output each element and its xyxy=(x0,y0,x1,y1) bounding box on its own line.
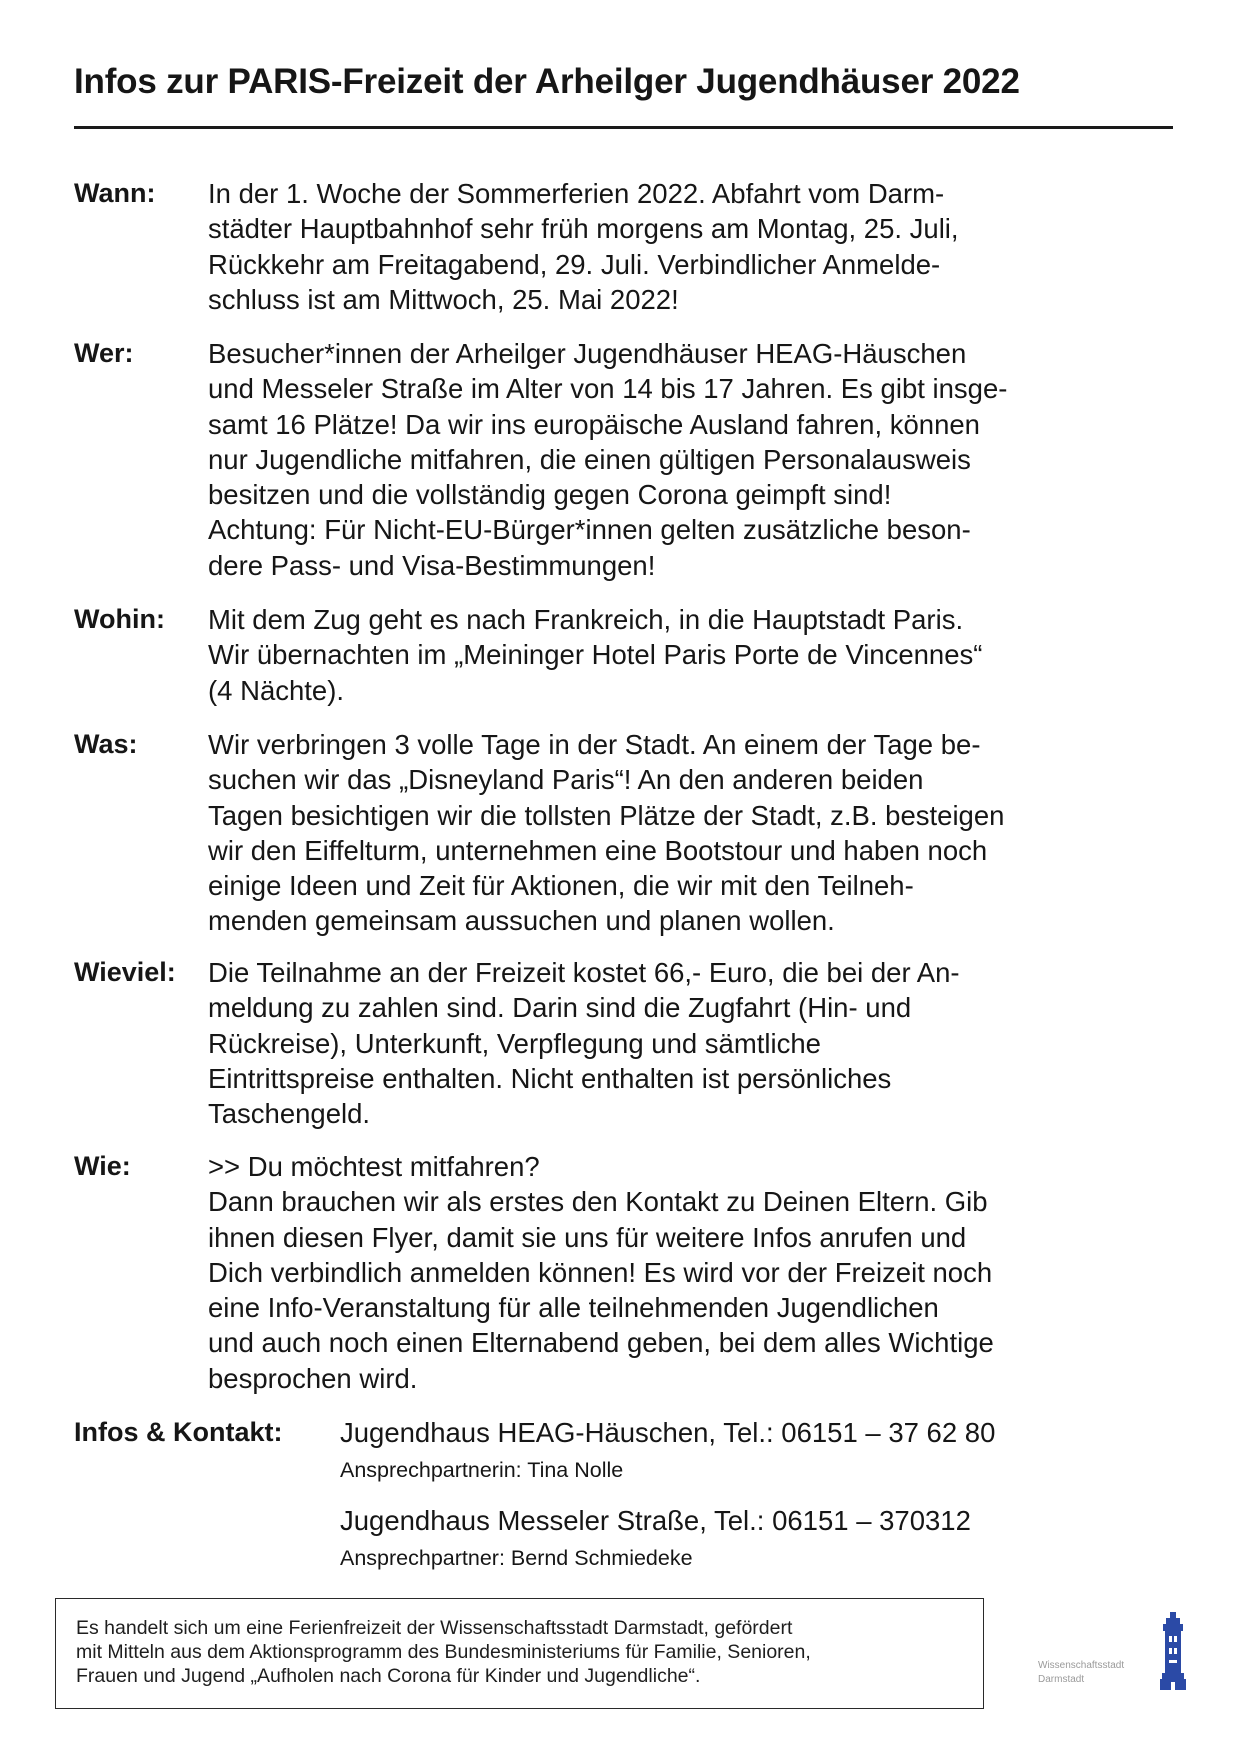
text-line: Rückkehr am Freitagabend, 29. Juli. Verbindlicher Anmelde- xyxy=(208,248,941,280)
text-line: schluss ist am Mittwoch, 25. Mai 2022! xyxy=(208,283,679,315)
text-line: In der 1. Woche der Sommerferien 2022. Abfahrt vom Darm- xyxy=(208,178,945,209)
text-line: Die Teilnahme an der Freizeit kostet 66,- Euro, die bei der An- xyxy=(208,957,960,988)
darmstadt-wedding-tower-icon xyxy=(1160,1612,1186,1690)
text-line: samt 16 Plätze! Da wir ins europäische Ausland fahren, können xyxy=(208,408,980,440)
text-line: städter Hauptbahnhof sehr früh morgens am Montag, 25. Juli, xyxy=(208,213,959,245)
notice-line: Frauen und Jugend „Aufholen nach Corona für Kinder und Jugendliche“. xyxy=(76,1665,701,1687)
text-line: wir den Eiffelturm, unternehmen eine Bootstour und haben noch xyxy=(208,834,988,866)
title-divider xyxy=(74,126,1173,129)
contact-house: Jugendhaus HEAG-Häuschen, Tel.: 06151 – 37 62 80 xyxy=(340,1417,996,1448)
funding-notice-box xyxy=(55,1598,984,1709)
section-label: Wieviel: xyxy=(74,957,176,987)
text-line: einige Ideen und Zeit für Aktionen, die wir mit den Teilneh- xyxy=(208,870,914,902)
logo-text xyxy=(1038,1660,1124,1688)
text-line: menden gemeinsam aussuchen und planen wollen. xyxy=(208,905,835,937)
contact-label: Infos & Kontakt: xyxy=(74,1417,283,1447)
logo-line: Wissenschaftsstadt xyxy=(1038,1660,1125,1671)
page-title: Infos zur PARIS-Freizeit der Arheilger Jugendhäuser 2022 xyxy=(74,62,1020,101)
text-line: nur Jugendliche mitfahren, die einen gültigen Personalausweis xyxy=(208,443,971,475)
text-line: >> Du möchtest mitfahren? xyxy=(208,1151,540,1182)
notice-line: mit Mitteln aus dem Aktionsprogramm des Bundesministeriums für Familie, Senioren, xyxy=(76,1641,811,1663)
text-line: besitzen und die vollständig gegen Corona geimpft sind! xyxy=(208,479,892,511)
contact-person: Ansprechpartner: Bernd Schmiedeke xyxy=(340,1546,693,1570)
section-text xyxy=(208,955,1198,1131)
contact-person: Ansprechpartnerin: Tina Nolle xyxy=(340,1458,624,1482)
text-line: Dich verbindlich anmelden können! Es wird vor der Freizeit noch xyxy=(208,1256,993,1288)
contact-house: Jugendhaus Messeler Straße, Tel.: 06151 – 370312 xyxy=(340,1505,971,1536)
section-label: Wie: xyxy=(74,1151,131,1181)
section-label: Was: xyxy=(74,729,138,759)
text-line: Eintrittspreise enthalten. Nicht enthalten ist persönliches xyxy=(208,1062,892,1094)
text-line: Dann brauchen wir als erstes den Kontakt zu Deinen Eltern. Gib xyxy=(208,1186,988,1218)
text-line: Wir übernachten im „Meininger Hotel Paris Porte de Vincennes“ xyxy=(208,639,983,671)
text-line: Achtung: Für Nicht-EU-Bürger*innen gelten zusätzliche beson- xyxy=(208,514,971,546)
text-line: Besucher*innen der Arheilger Jugendhäuser HEAG-Häuschen xyxy=(208,338,967,369)
text-line: Mit dem Zug geht es nach Frankreich, in die Hauptstadt Paris. xyxy=(208,604,964,635)
section-text xyxy=(208,176,1198,317)
section-text xyxy=(208,1149,1198,1396)
section-text xyxy=(208,602,1198,708)
text-line: meldung zu zahlen sind. Darin sind die Zugfahrt (Hin- und xyxy=(208,992,912,1024)
text-line: ihnen diesen Flyer, damit sie uns für weitere Infos anrufen und xyxy=(208,1221,967,1253)
section-label: Wer: xyxy=(74,338,134,368)
text-line: Wir verbringen 3 volle Tage in der Stadt. An einem der Tage be- xyxy=(208,729,981,760)
notice-line: Es handelt sich um eine Ferienfreizeit der Wissenschaftsstadt Darmstadt, gefördert xyxy=(76,1617,793,1639)
section-text xyxy=(208,336,1198,583)
text-line: besprochen wird. xyxy=(208,1362,418,1394)
section-label: Wann: xyxy=(74,178,156,208)
text-line: Taschengeld. xyxy=(208,1098,371,1130)
contact-entry-heag xyxy=(340,1415,995,1485)
text-line: eine Info-Veranstaltung für alle teilnehmenden Jugendlichen xyxy=(208,1292,939,1324)
logo-line: Darmstadt xyxy=(1038,1674,1085,1685)
text-line: und auch noch einen Elternabend geben, bei dem alles Wichtige xyxy=(208,1327,994,1359)
section-text xyxy=(208,727,1198,939)
contact-entry-messeler xyxy=(340,1503,971,1573)
text-line: (4 Nächte). xyxy=(208,674,345,706)
text-line: Tagen besichtigen wir die tollsten Plätze der Stadt, z.B. besteigen xyxy=(208,799,1005,831)
text-line: Rückreise), Unterkunft, Verpflegung und sämtliche xyxy=(208,1027,821,1059)
darmstadt-logo xyxy=(1038,1612,1188,1712)
section-label: Wohin: xyxy=(74,604,165,634)
text-line: und Messeler Straße im Alter von 14 bis 17 Jahren. Es gibt insge- xyxy=(208,373,1008,405)
text-line: dere Pass- und Visa-Bestimmungen! xyxy=(208,549,656,581)
text-line: suchen wir das „Disneyland Paris“! An den anderen beiden xyxy=(208,764,924,796)
